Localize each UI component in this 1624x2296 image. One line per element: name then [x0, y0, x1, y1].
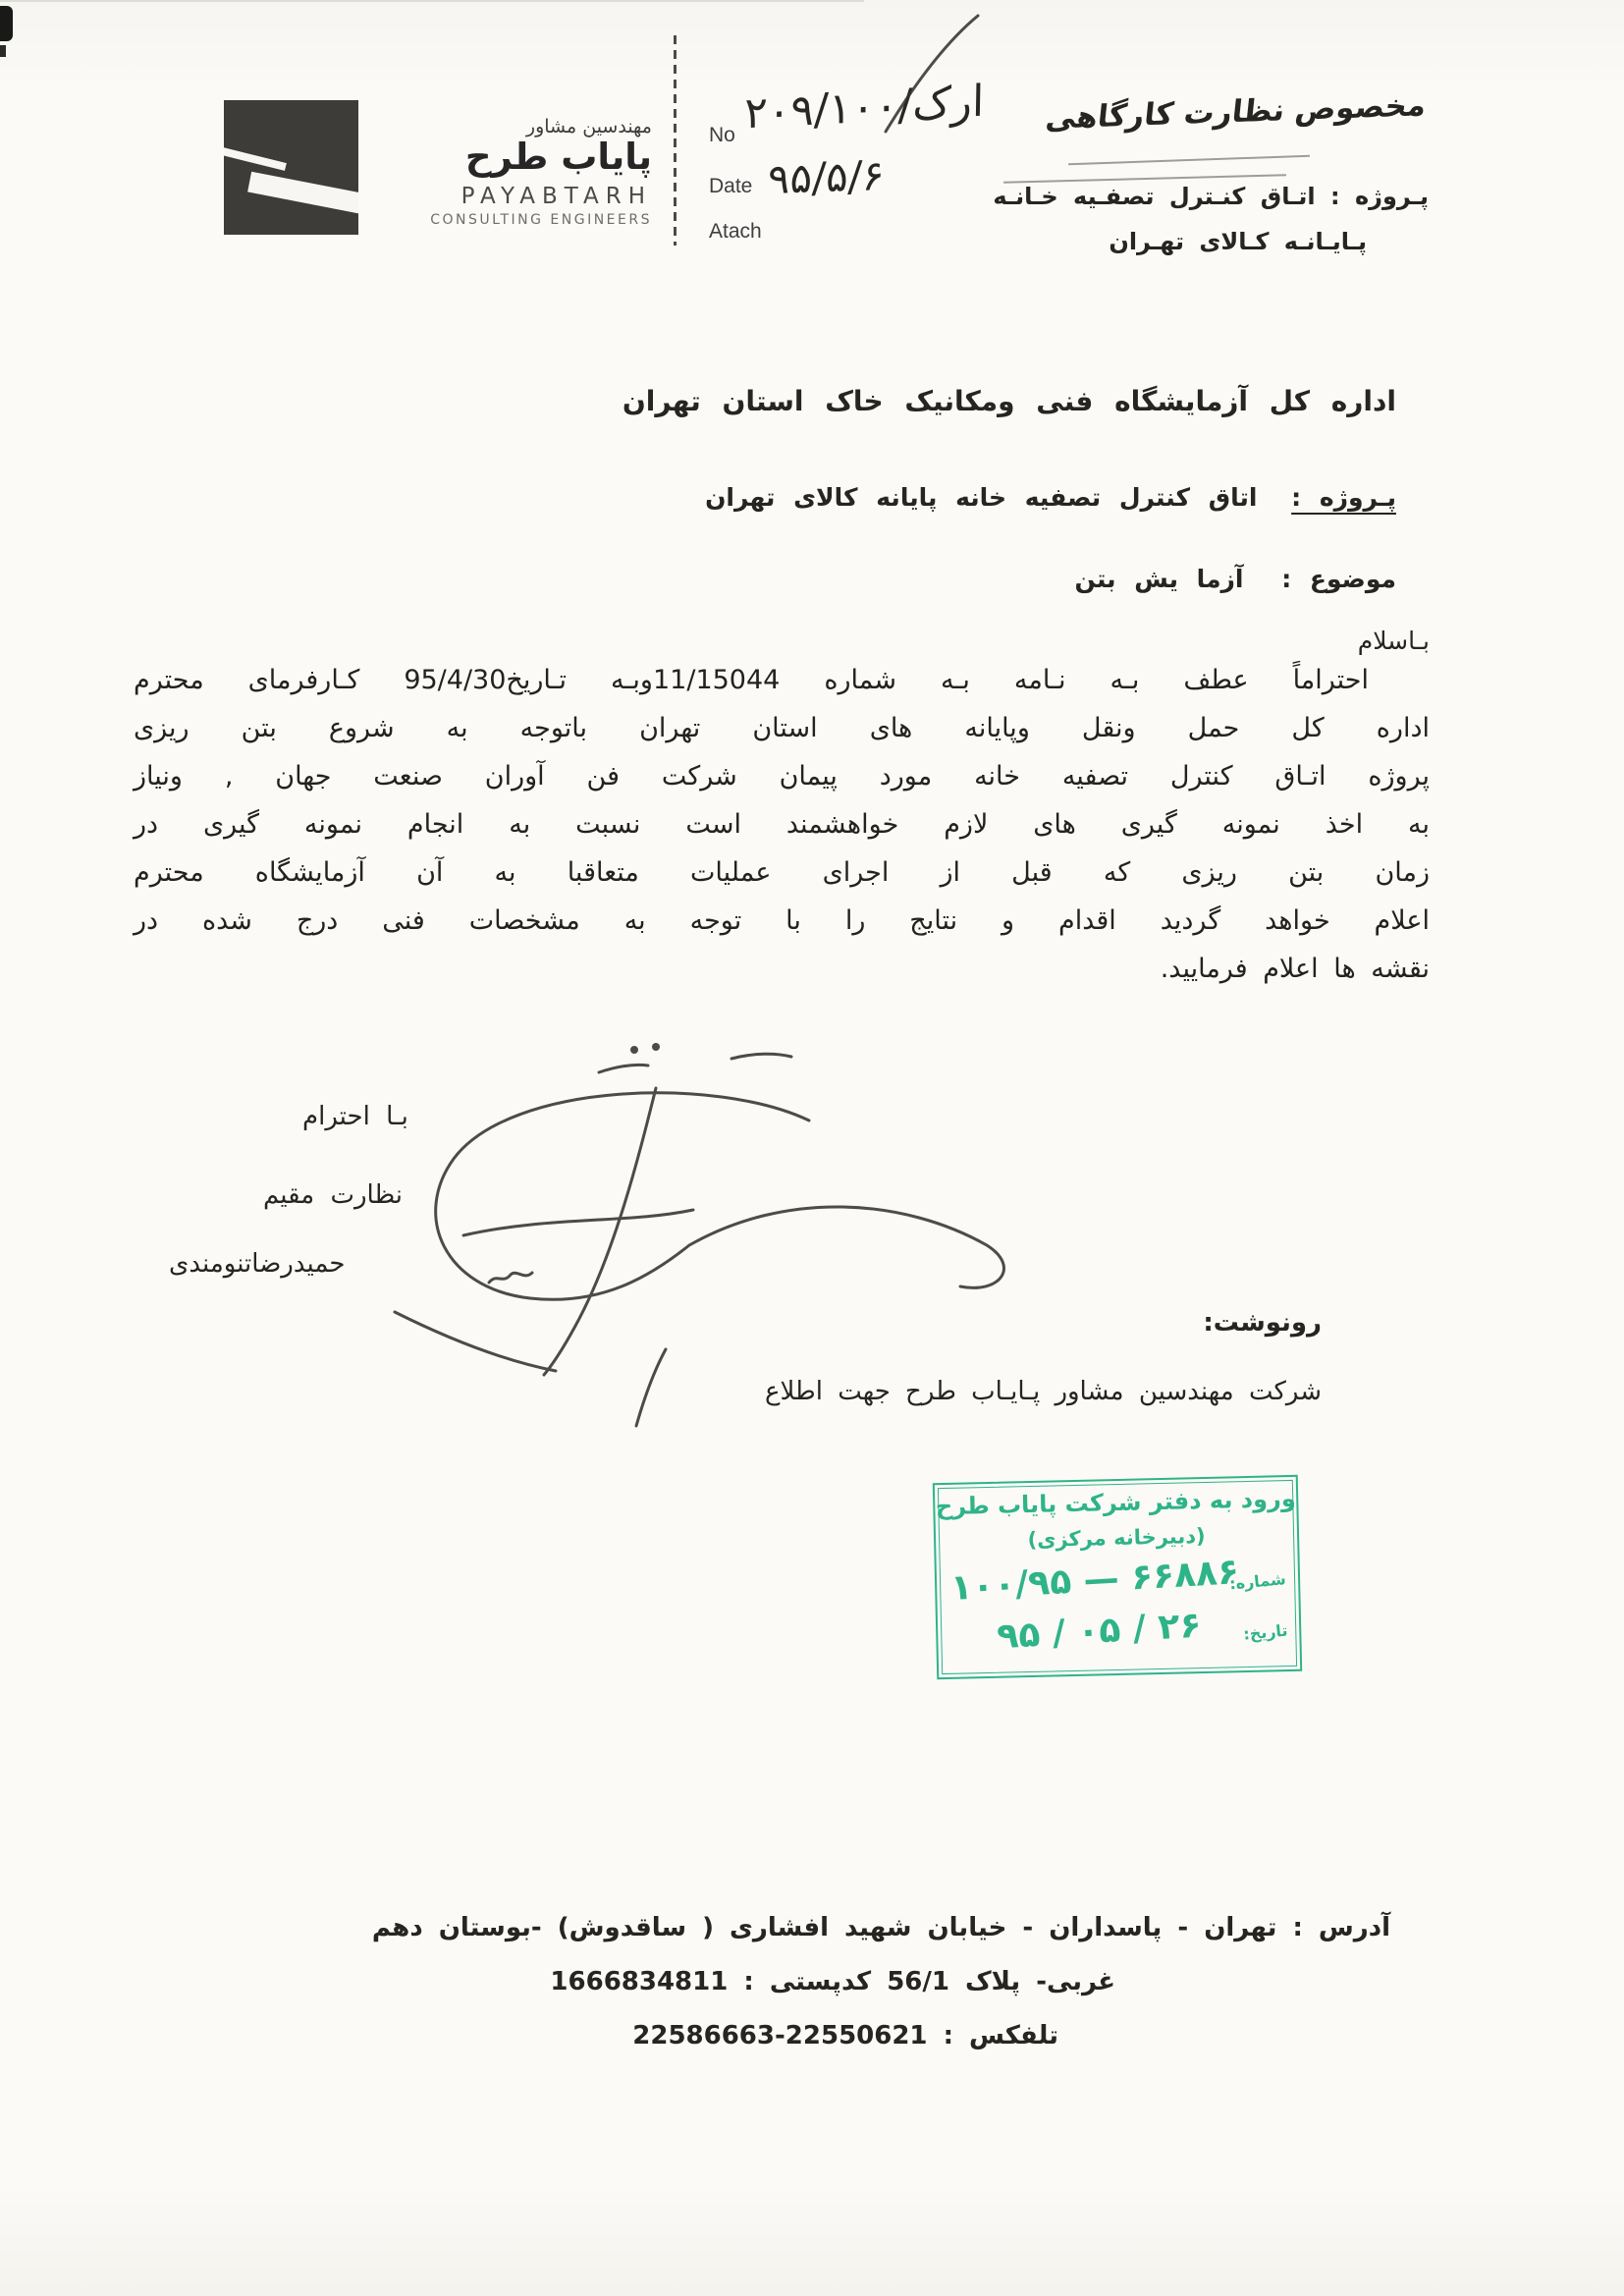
- subject-value: آزما یش بتن: [1074, 565, 1244, 593]
- stamp-number-value: ۱۰۰/۹۵ — ۶۶۸۸۶: [949, 1552, 1240, 1609]
- handwritten-letter-date: ۹۵/۵/۶: [767, 150, 886, 204]
- supervision-underline: [1068, 155, 1310, 166]
- scan-top-edge: [0, 0, 864, 2]
- project-line: [705, 483, 1396, 512]
- signer-name: حمیدرضاتنومندی: [169, 1249, 346, 1279]
- project-label: پـروژه :: [1291, 483, 1396, 512]
- body-line: اعلام خواهد گردید اقدام و نتایج را با توجه به مشخصات فنی درج شده در: [134, 905, 1430, 936]
- body-line: نقشه ها اعلام فرمایید.: [1160, 954, 1430, 984]
- header-project-line1: پـروژه : اتـاق کنـترل تصفـیه خـانـه: [993, 183, 1429, 210]
- date-field-label: Date: [709, 175, 753, 197]
- footer-telefax: تلفکس : 22550621-22586663: [632, 2021, 1058, 2050]
- logo-en-tagline: CONSULTING ENGINEERS: [430, 212, 652, 228]
- body-line: احتراماً عطف بـه نـامه بـه شماره 11/15044وبـه تـاریخ95/4/30 کـارفرمای محترم: [134, 665, 1369, 695]
- stamp-number-label: شماره:: [1228, 1569, 1287, 1594]
- body-line: به اخذ نمونه گیری های لازم خواهشمند است نسبت به انجام نمونه گیری در: [134, 809, 1430, 840]
- body-line: زمان بتن ریزی که قبل از اجرای عملیات متعاقبا به آن آزمایشگاه محترم: [134, 857, 1430, 888]
- handwritten-letter-number: ۲۰۹/ارک/۱۰۰: [743, 76, 985, 139]
- stamp-title: ورود به دفتر شرکت پایاب طرح: [935, 1484, 1297, 1521]
- logo-stripe-icon: [247, 172, 358, 216]
- scan-edge-mark-small: [0, 45, 6, 57]
- footer-postal: غربی- پلاک 56/1 کدپستی : 1666834811: [550, 1967, 1115, 1996]
- footer-address: آدرس : تهران - پاسداران - خیابان شهید افشاری ( ساقدوش) -بوستان دهم: [371, 1913, 1390, 1942]
- logo-en-name: PAYABTARH: [460, 184, 652, 209]
- cc-value: شرکت مهندسین مشاور پـایـاب طرح جهت اطلاع: [765, 1377, 1322, 1406]
- no-field-label: No: [709, 124, 735, 146]
- atach-field-label: Atach: [709, 220, 762, 243]
- entry-stamp: [933, 1475, 1302, 1679]
- subject-label: موضوع :: [1281, 565, 1396, 593]
- closing-phrase: بـا احترام: [302, 1102, 408, 1131]
- logo-stripe-icon: [224, 145, 287, 171]
- salutation: بـاسلام: [1357, 627, 1430, 655]
- project-value: اتاق کنترل تصفیه خانه پایانه کالای تهران: [705, 483, 1258, 512]
- supervision-note: مخصوص نظارت کارگاهی: [1043, 87, 1428, 137]
- subject-line: [1074, 565, 1396, 593]
- stamp-date-value: ۹۵ / ۰۵ / ۲۶: [996, 1605, 1203, 1658]
- cc-label: رونوشت:: [1203, 1308, 1322, 1338]
- header-divider: [674, 35, 677, 246]
- body-line: پروژه اتـاق کنترل تصفیه خانه مورد پیمان شرکت فن آوران صنعت جهان , ونیاز: [134, 761, 1430, 792]
- signer-role: نظارت مقیم: [263, 1180, 404, 1210]
- body-line: اداره کل حمل ونقل وپایانه های استان تهران باتوجه به شروع بتن ریزی: [134, 713, 1430, 743]
- recipient-title: اداره کل آزمایشگاه فنی ومکانیک خاک استان تهران: [622, 385, 1396, 417]
- letter-body-paragraph: [134, 656, 1430, 993]
- company-logo-mark: [224, 100, 358, 235]
- company-logo-text: [365, 116, 652, 228]
- stamp-subtitle: (دبیرخانه مرکزی): [1027, 1523, 1206, 1553]
- logo-fa-name: پایاب طرح: [464, 136, 652, 178]
- header-project-line2: پـایـانـه کـالای تهـران: [1109, 228, 1367, 255]
- logo-fa-tagline: مهندسین مشاور: [525, 116, 652, 137]
- stamp-date-label: تاریخ:: [1242, 1620, 1289, 1644]
- scan-edge-mark: [0, 6, 13, 41]
